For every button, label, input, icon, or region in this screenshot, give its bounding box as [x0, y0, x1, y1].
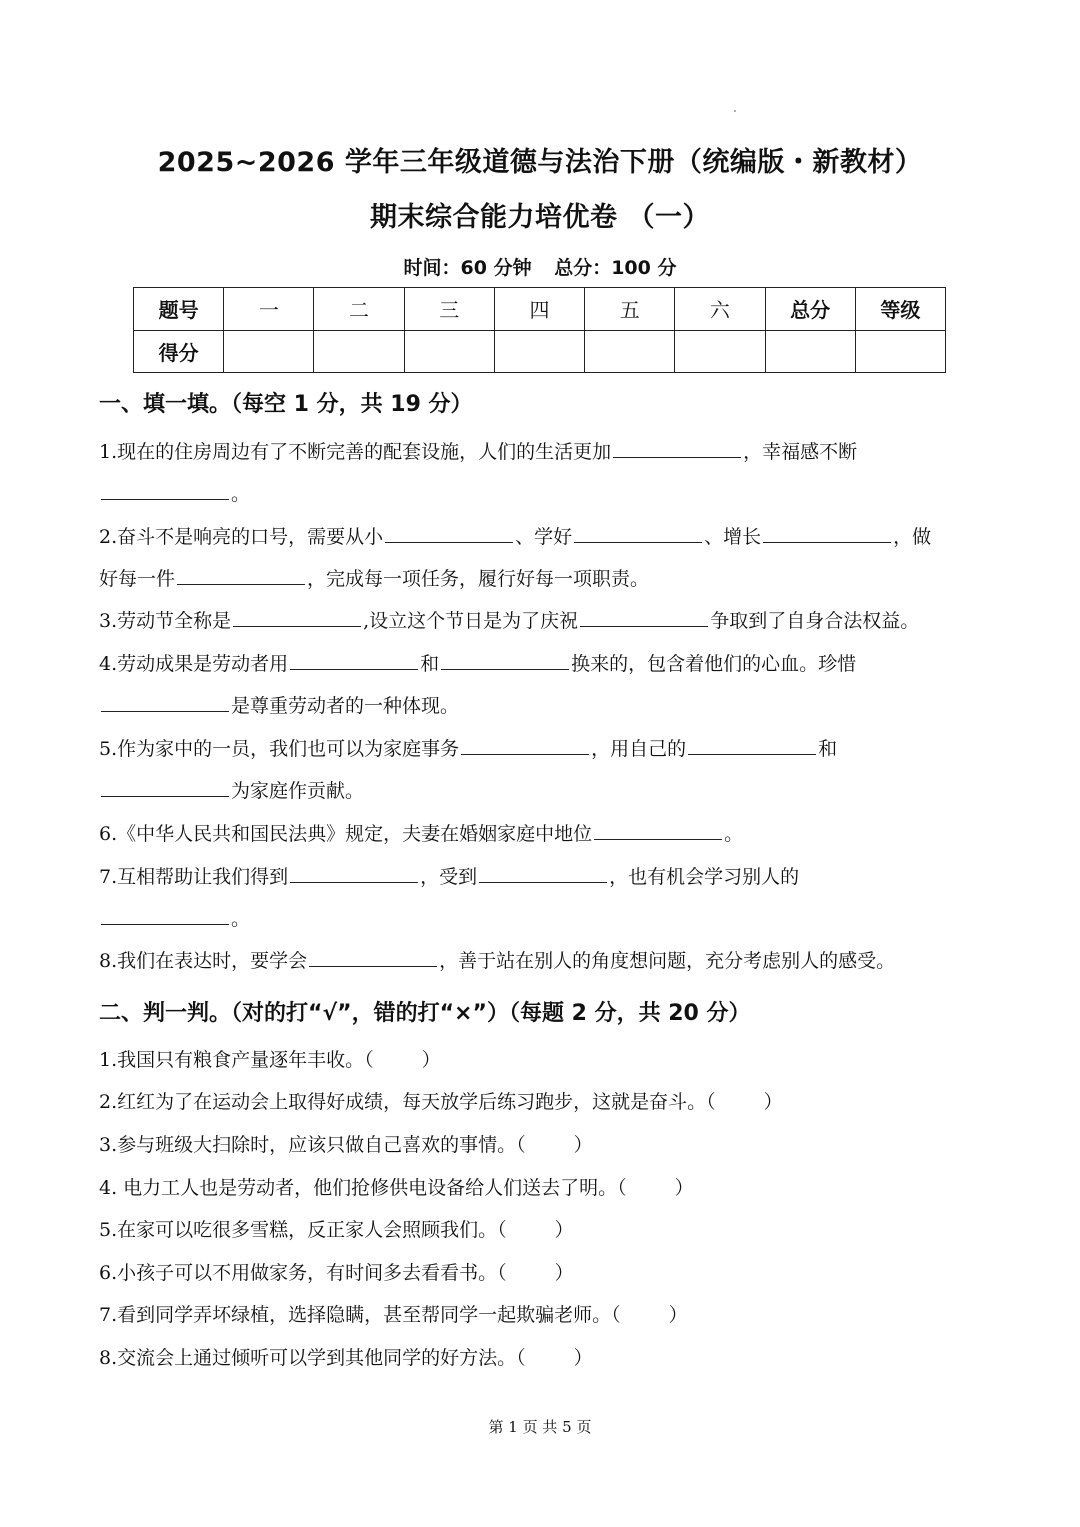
q-text: ，善于站在别人的角度想问题，充分考虑别人的感受。 [439, 950, 896, 972]
answer-blank[interactable] [580, 600, 708, 627]
score-entry-cell[interactable] [314, 330, 404, 373]
answer-blank[interactable] [290, 856, 418, 883]
score-entry-cell[interactable] [224, 330, 314, 373]
score-entry-cell[interactable] [855, 330, 945, 373]
score-entry-cell[interactable] [494, 330, 584, 373]
q-text: 8.我们在表达时，要学会 [99, 950, 308, 972]
q-text: 为家庭作贡献。 [231, 780, 365, 802]
page-number: 第 1 页 共 5 页 [488, 1418, 592, 1436]
q-text: 。 [724, 823, 744, 845]
judge-item [99, 1081, 983, 1123]
q-text: 换来的，包含着他们的心血。珍惜 [571, 653, 857, 675]
judge-text: 1.我国只有粮食产量逐年丰收。（ [99, 1049, 374, 1071]
q-text: 和 [818, 738, 838, 760]
judge-text: 8.交流会上通过倾听可以学到其他同学的好方法。（ [99, 1347, 526, 1369]
judge-item [99, 1039, 983, 1081]
score-table [133, 287, 946, 373]
q-text: 2.奋斗不是响亮的口号，需要从小 [99, 526, 384, 548]
answer-blank[interactable] [309, 940, 437, 967]
score-table-score-row [134, 330, 946, 373]
answer-blank[interactable] [763, 516, 891, 543]
question-3 [99, 600, 983, 642]
answer-blank[interactable] [101, 473, 229, 500]
q-text: 6.《中华人民共和国民法典》规定，夫妻在婚姻家庭中地位 [99, 823, 593, 845]
answer-blank[interactable] [101, 685, 229, 712]
answer-blank[interactable] [461, 728, 589, 755]
judge-text: 3.参与班级大扫除时，应该只做自己喜欢的事情。（ [99, 1134, 526, 1156]
q-text: 。 [231, 483, 251, 505]
question-1 [99, 431, 983, 515]
judge-text: 4. 电力工人也是劳动者，他们抢修供电设备给人们送去了明。（ [99, 1177, 627, 1199]
q-text: 好每一件 [99, 568, 176, 590]
score-table-cell: 三 [404, 288, 494, 331]
score-table-cell: 六 [675, 288, 765, 331]
score-table-cell: 二 [314, 288, 404, 331]
question-4 [99, 643, 983, 727]
section2-heading: 二、判一判。（对的打“√”，错的打“×”）（每题 2 分，共 20 分） [99, 1001, 751, 1026]
score-entry-cell[interactable] [404, 330, 494, 373]
q-text: 、学好 [515, 526, 573, 548]
q-text: 争取到了自身合法权益。 [710, 610, 920, 632]
time-limit: 时间：60 分钟 [403, 257, 532, 279]
answer-blank[interactable] [594, 813, 722, 840]
q-text: ，受到 [420, 866, 478, 888]
score-table-cell: 等级 [855, 288, 945, 331]
q-text: 和 [420, 653, 440, 675]
section1-heading: 一、填一填。（每空 1 分，共 19 分） [99, 392, 473, 417]
judge-close-paren: ） [763, 1091, 783, 1113]
judge-close-paren: ） [573, 1134, 593, 1156]
question-5 [99, 728, 983, 812]
question-7 [99, 856, 983, 940]
judge-item [99, 1294, 983, 1336]
answer-blank[interactable] [385, 516, 513, 543]
q-text: ，幸福感不断 [743, 441, 858, 463]
judge-close-paren: ） [421, 1049, 441, 1071]
judge-close-paren: ） [554, 1219, 574, 1241]
score-table-cell: 总分 [765, 288, 855, 331]
answer-blank[interactable] [441, 643, 569, 670]
score-entry-cell[interactable] [765, 330, 855, 373]
q-text: ，做 [893, 526, 932, 548]
score-table-header-row [134, 288, 946, 331]
q-text: 、增长 [704, 526, 762, 548]
judge-text: 7.看到同学弄坏绿植，选择隐瞒，甚至帮同学一起欺骗老师。（ [99, 1304, 621, 1326]
answer-blank[interactable] [574, 516, 702, 543]
judge-close-paren: ） [674, 1177, 694, 1199]
answer-blank[interactable] [688, 728, 816, 755]
q-text: 7.互相帮助让我们得到 [99, 866, 289, 888]
exam-title-line1: 2025~2026 学年三年级道德与法治下册（统编版・新教材） [157, 147, 923, 178]
q-text: 3.劳动节全称是 [99, 610, 232, 632]
exam-meta [0, 253, 1080, 280]
q-text: 5.作为家中的一员，我们也可以为家庭事务 [99, 738, 460, 760]
q-text: 。 [231, 908, 251, 930]
score-entry-cell[interactable] [585, 330, 675, 373]
q-text: 是尊重劳动者的一种体现。 [231, 695, 460, 717]
answer-blank[interactable] [479, 856, 607, 883]
answer-blank[interactable] [101, 898, 229, 925]
q-text: ，也有机会学习别人的 [609, 866, 800, 888]
answer-blank[interactable] [101, 770, 229, 797]
score-table-cell: 一 [224, 288, 314, 331]
judge-item [99, 1252, 983, 1294]
question-8 [99, 940, 983, 982]
score-table-cell: 题号 [134, 288, 224, 331]
answer-blank[interactable] [613, 431, 741, 458]
question-2 [99, 516, 983, 600]
question-6 [99, 813, 983, 855]
score-table-cell: 五 [585, 288, 675, 331]
q-text: ,设立这个节日是为了庆祝 [363, 610, 579, 632]
judge-close-paren: ） [554, 1262, 574, 1284]
total-score: 总分：100 分 [554, 257, 677, 279]
score-entry-cell[interactable] [675, 330, 765, 373]
judge-text: 2.红红为了在运动会上取得好成绩，每天放学后练习跑步，这就是奋斗。（ [99, 1091, 716, 1113]
q-text: 1.现在的住房周边有了不断完善的配套设施，人们的生活更加 [99, 441, 612, 463]
q-text: ，用自己的 [591, 738, 687, 760]
exam-title-line2: 期末综合能力培优卷 （一） [370, 202, 710, 233]
scan-speck [734, 110, 736, 112]
judge-close-paren: ） [668, 1304, 688, 1326]
judge-close-paren: ） [573, 1347, 593, 1369]
judge-item [99, 1124, 983, 1166]
q-text: 4.劳动成果是劳动者用 [99, 653, 289, 675]
judge-text: 6.小孩子可以不用做家务，有时间多去看看书。（ [99, 1262, 507, 1284]
answer-blank[interactable] [290, 643, 418, 670]
judge-item [99, 1209, 983, 1251]
judge-item [99, 1337, 983, 1379]
judge-item [99, 1167, 983, 1209]
score-table-cell: 四 [494, 288, 584, 331]
answer-blank[interactable] [177, 558, 305, 585]
answer-blank[interactable] [233, 600, 361, 627]
judge-text: 5.在家可以吃很多雪糕，反正家人会照顾我们。（ [99, 1219, 507, 1241]
q-text: ，完成每一项任务，履行好每一项职责。 [307, 568, 650, 590]
score-row-label: 得分 [134, 330, 224, 373]
